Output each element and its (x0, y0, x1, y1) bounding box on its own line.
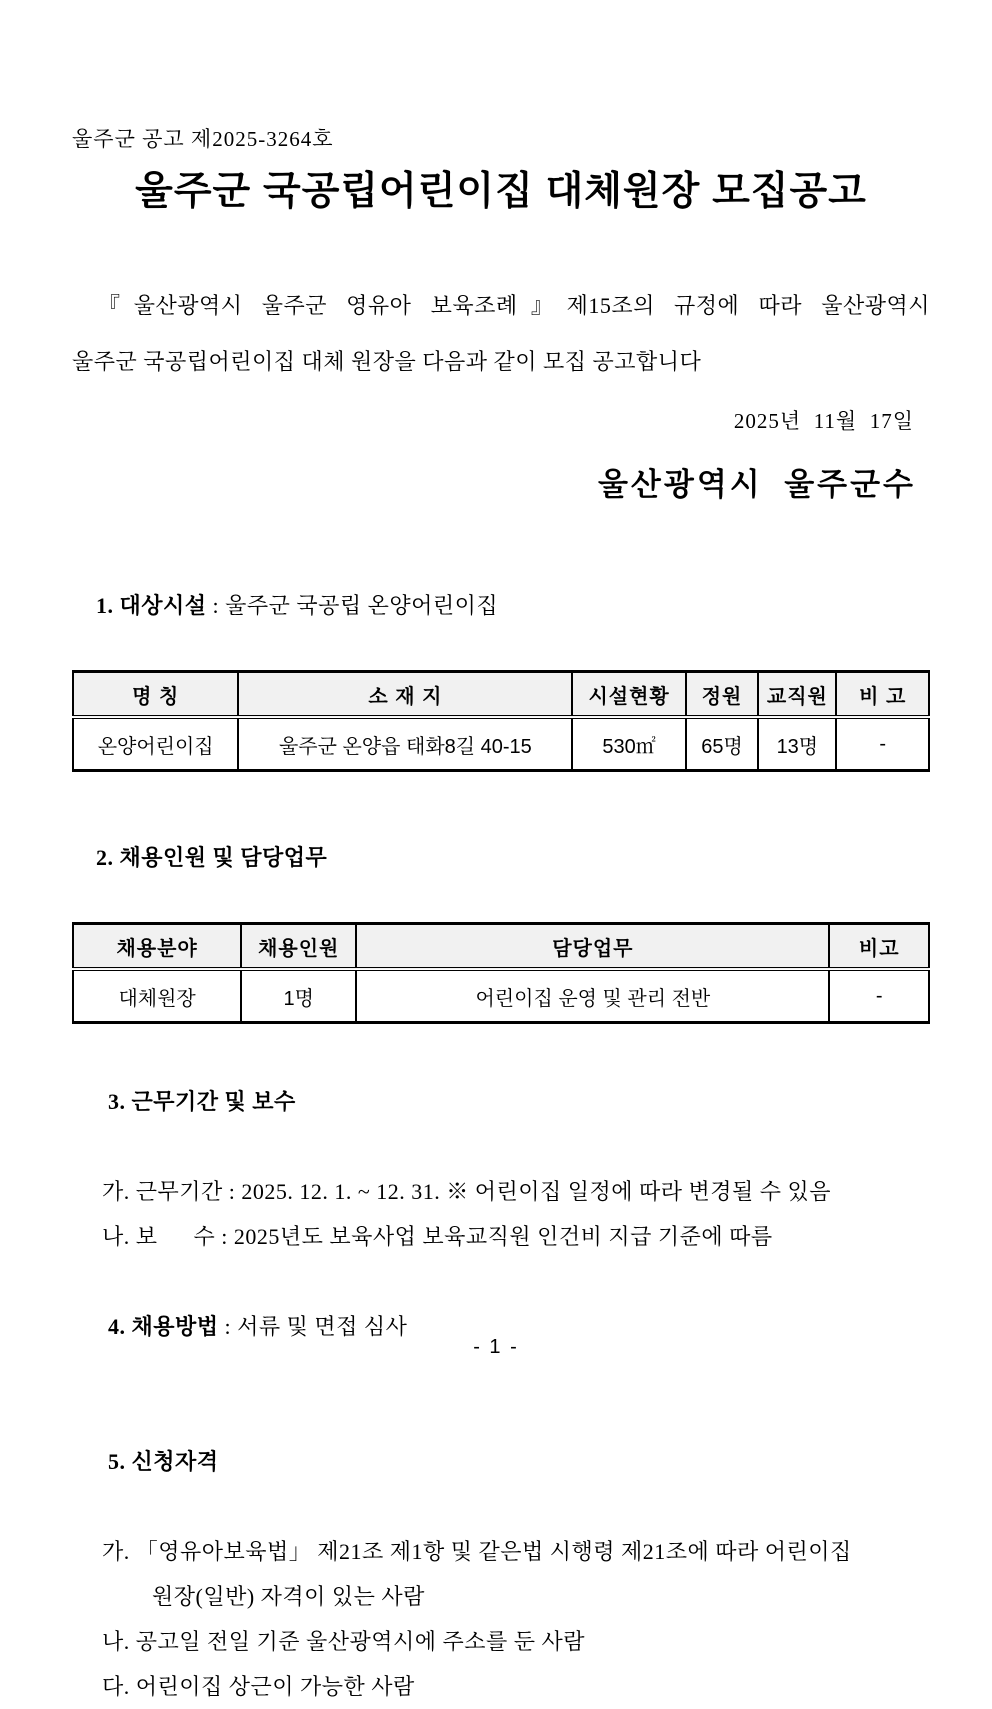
facility-header-name: 명 칭 (73, 672, 238, 718)
recruit-cell-count: 1명 (241, 969, 356, 1023)
section-4-value: : 서류 및 면접 심사 (218, 1314, 408, 1339)
recruit-header-field: 채용분야 (73, 924, 241, 970)
section-3-item-na: 나. 보 수 : 2025년도 보육사업 보육교직원 인건비 지급 기준에 따름 (102, 1224, 773, 1249)
facility-table (72, 670, 930, 772)
facility-header-capacity: 정원 (686, 672, 759, 718)
section-4-heading (72, 1259, 930, 1394)
section-5-item-ga: 가. 「영유아보육법」 제21조 제1항 및 같은법 시행령 제21조에 따라 어린이집 (102, 1539, 852, 1564)
lower-sections (72, 1034, 930, 1709)
facility-cell-status: 530㎡ (572, 717, 685, 771)
notice-date: 2025년 11월 17일 (733, 409, 914, 433)
section-5-heading (72, 1394, 930, 1529)
issuer-signature: 울산광역시 울주군수 (597, 467, 916, 502)
facility-cell-address: 울주군 온양읍 태화8길 40-15 (238, 717, 572, 771)
section-4-label: 4. 채용방법 (108, 1314, 219, 1339)
facility-cell-name: 온양어린이집 (73, 717, 238, 771)
recruit-table (72, 922, 930, 1024)
recruit-header-duty: 담당업무 (356, 924, 829, 970)
recruit-cell-field: 대체원장 (73, 969, 241, 1023)
section-5-item-ga-continued: 원장(일반) 자격이 있는 사람 (152, 1584, 425, 1609)
section-2-label: 2. 채용인원 및 담당업무 (96, 845, 328, 870)
facility-table-row (73, 717, 929, 771)
facility-cell-staff: 13명 (758, 717, 836, 771)
section-3-heading (72, 1034, 930, 1169)
facility-header-note: 비 고 (836, 672, 929, 718)
recruit-table-row (73, 969, 929, 1023)
section-1-label: 1. 대상시설 (96, 593, 207, 618)
intro-line-2: 울주군 국공립어린이집 대체 원장을 다음과 같이 모집 공고합니다 (72, 349, 702, 374)
section-2-heading (72, 810, 930, 906)
intro-paragraph (72, 278, 930, 390)
facility-header-status: 시설현황 (572, 672, 685, 718)
recruit-cell-duty: 어린이집 운영 및 관리 전반 (356, 969, 829, 1023)
section-5-label: 5. 신청자격 (108, 1449, 219, 1474)
doc-number: 울주군 공고 제2025-3264호 (72, 127, 334, 151)
section-1-heading (72, 558, 930, 654)
recruit-header-note: 비고 (829, 924, 929, 970)
page-title: 울주군 국공립어린이집 대체원장 모집공고 (135, 170, 867, 213)
facility-cell-capacity: 65명 (686, 717, 759, 771)
section-5-item-na: 나. 공고일 전일 기준 울산광역시에 주소를 둔 사람 (102, 1629, 586, 1654)
section-1-value: : 울주군 국공립 온양어린이집 (206, 593, 499, 618)
page-number: - 1 - (473, 1336, 519, 1358)
recruit-table-header-row (73, 924, 929, 970)
facility-header-staff: 교직원 (758, 672, 836, 718)
section-5-item-da: 다. 어린이집 상근이 가능한 사람 (102, 1674, 415, 1699)
facility-table-header-row (73, 672, 929, 718)
recruit-header-count: 채용인원 (241, 924, 356, 970)
section-3-label: 3. 근무기간 및 보수 (108, 1089, 296, 1114)
section-3-item-ga: 가. 근무기간 : 2025. 12. 1. ~ 12. 31. ※ 어린이집 일정에 따라 변경될 수 있음 (102, 1179, 832, 1204)
recruit-cell-note: - (829, 969, 929, 1023)
intro-line-1: 『울산광역시 울주군 영유아 보육조례』제15조의 규정에 따라 울산광역시 (98, 293, 930, 318)
facility-header-address: 소 재 지 (238, 672, 572, 718)
facility-cell-note: - (836, 717, 929, 771)
